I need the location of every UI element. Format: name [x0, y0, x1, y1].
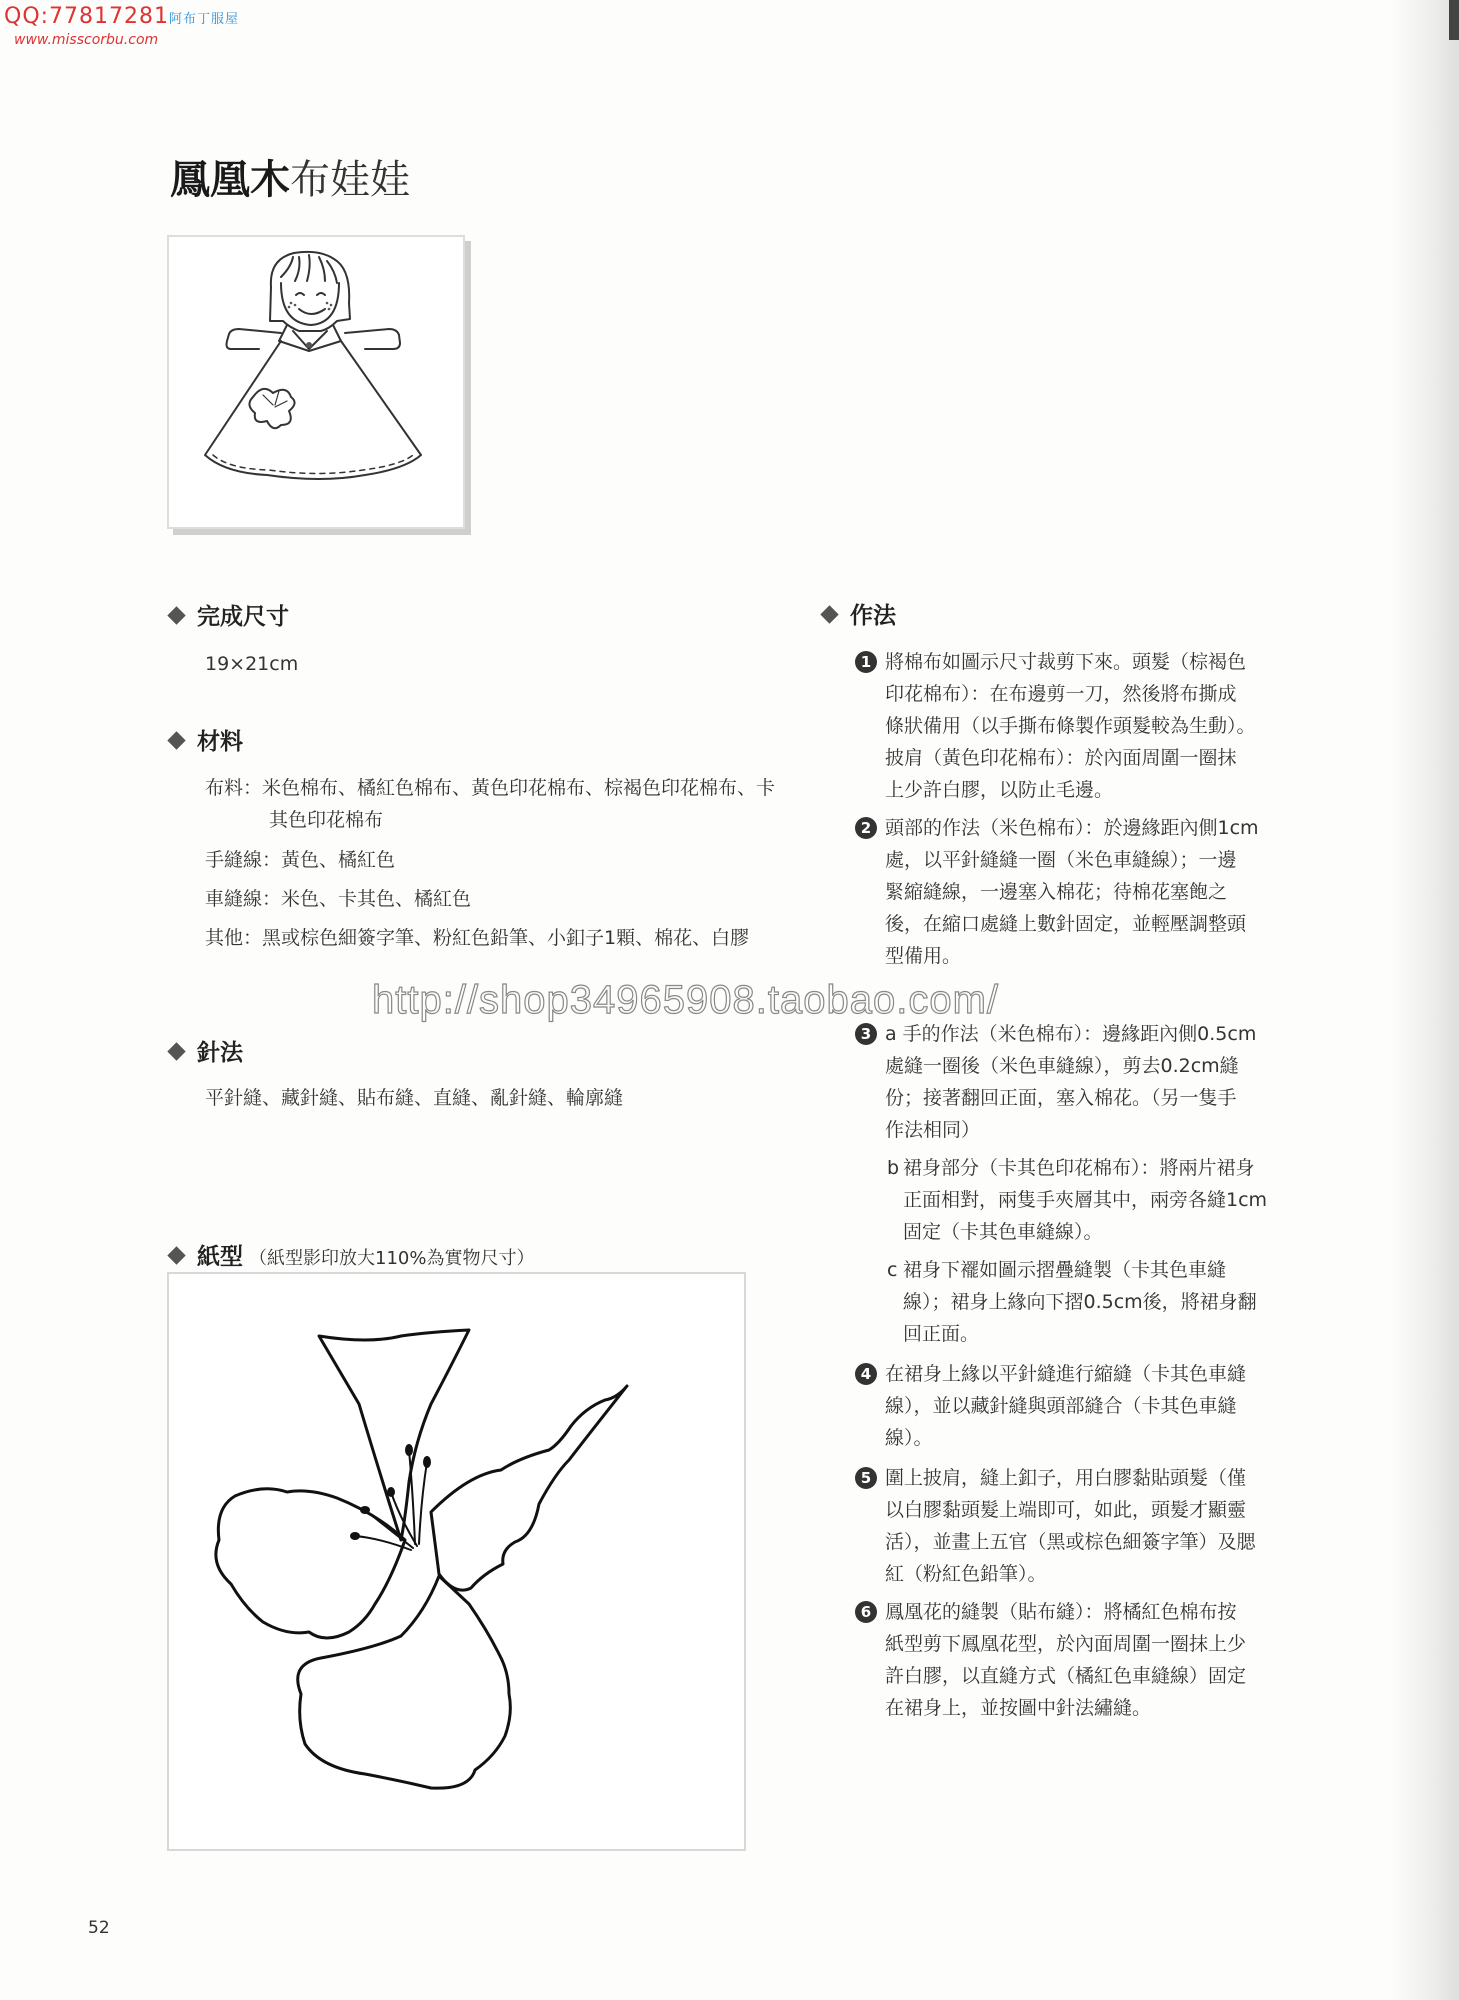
- step-number-icon: 1: [855, 651, 877, 673]
- substep-text: 裙身下襬如圖示摺疊縫製（卡其色車縫 線）；裙身上緣向下摺0.5cm後，將裙身翻 回正面。: [903, 1259, 1257, 1345]
- title-normal: 布娃娃: [290, 157, 410, 203]
- step-number-icon: 3: [855, 1023, 877, 1045]
- method-step: [855, 646, 1325, 806]
- materials-item: 車縫線：米色、卡其色、橘紅色: [205, 888, 472, 910]
- watermark-url: http://shop34965908.taobao.com/: [372, 978, 1000, 1022]
- diamond-bullet-icon: [167, 731, 185, 749]
- page-edge-shadow: [1389, 0, 1459, 2000]
- flower-pattern: [167, 1272, 746, 1851]
- method-substep: [883, 1152, 1323, 1248]
- step-text: 鳳凰花的縫製（貼布縫）：將橘紅色棉布按 紙型剪下鳳凰花型，於內面周圍一圈抹上少 許白膠，以直縫方式（橘紅色車縫線）固定 在裙身上，並按圖中針法繡縫。: [885, 1601, 1247, 1719]
- substep-letter: b: [887, 1157, 900, 1179]
- watermark-shop-name: 阿布丁服屋: [169, 12, 240, 27]
- method-step: [855, 1018, 1325, 1146]
- method-step: [855, 1462, 1325, 1590]
- size-value: 19×21cm: [205, 653, 299, 675]
- step-number-icon: 2: [855, 817, 877, 839]
- flower-pattern-drawing: [169, 1274, 744, 1849]
- watermark-site: www.misscorbu.com: [14, 32, 159, 48]
- step-number-icon: 4: [855, 1363, 877, 1385]
- materials-item: 手縫線：黃色、橘紅色: [205, 849, 396, 871]
- diamond-bullet-icon: [820, 605, 838, 623]
- stitches-value: 平針縫、藏針縫、貼布縫、直縫、亂針縫、輪廓縫: [205, 1087, 624, 1109]
- diamond-bullet-icon: [167, 606, 185, 624]
- section-method-heading: 作法: [823, 597, 896, 630]
- page-number: 52: [88, 1918, 110, 1938]
- step-text: 頭部的作法（米色棉布）：於邊緣距內側1cm 處，以平針縫縫一圈（米色車縫線）；一邊 緊縮縫線，一邊塞入棉花；待棉花塞飽之 後，在縮口處縫上數針固定，並輕壓調整頭 型備用。: [885, 817, 1259, 967]
- method-step: [855, 812, 1325, 972]
- step-text: 將棉布如圖示尺寸裁剪下來。頭髮（棕褐色 印花棉布）：在布邊剪一刀，然後將布撕成 條狀備用（以手撕布條製作頭髮較為生動）。 披肩（黃色印花棉布）：於內面周圍一圈抹 上少許白膠，以防止毛邊。: [885, 651, 1256, 801]
- method-step: [855, 1596, 1325, 1724]
- method-step: [855, 1358, 1325, 1454]
- step-number-icon: 5: [855, 1467, 877, 1489]
- section-size-heading: 完成尺寸: [170, 598, 289, 631]
- section-stitches-heading: 針法: [170, 1034, 243, 1067]
- materials-item: 其他：黑或棕色細簽字筆、粉紅色鉛筆、小釦子1顆、棉花、白膠: [205, 927, 750, 949]
- substep-letter: c: [887, 1259, 898, 1281]
- substep-text: 裙身部分（卡其色印花棉布）：將兩片裙身 正面相對，兩隻手夾層其中，兩旁各縫1cm 固定（卡其色車縫線）。: [903, 1157, 1268, 1243]
- doll-illustration: [167, 235, 465, 529]
- step-text: 圍上披肩，縫上釦子，用白膠黏貼頭髮（僅 以白膠黏頭髮上端即可，如此，頭髮才顯靈 活），並畫上五官（黑或棕色細簽字筆）及腮 紅（粉紅色鉛筆）。: [885, 1467, 1256, 1585]
- step-text: 在裙身上緣以平針縫進行縮縫（卡其色車縫 線），並以藏針縫與頭部縫合（卡其色車縫 線）。: [885, 1363, 1247, 1449]
- section-pattern-heading: 紙型 （紙型影印放大110%為實物尺寸）: [170, 1238, 534, 1271]
- diamond-bullet-icon: [167, 1246, 185, 1264]
- title-bold: 鳳凰木: [170, 157, 290, 203]
- doll-drawing: [169, 237, 463, 527]
- page-edge-corner: [1449, 0, 1459, 40]
- step-text: a 手的作法（米色棉布）：邊緣距內側0.5cm 處縫一圈後（米色車縫線），剪去0.2cm縫 份；接著翻回正面，塞入棉花。（另一隻手 作法相同）: [885, 1023, 1257, 1141]
- section-materials-heading: 材料: [170, 723, 243, 756]
- pattern-note: （紙型影印放大110%為實物尺寸）: [249, 1248, 535, 1269]
- materials-item: 布料：米色棉布、橘紅色棉布、黃色印花棉布、棕褐色印花棉布、卡其色印花棉布: [205, 777, 776, 831]
- watermark-qq: QQ:77817281阿布丁服屋: [4, 4, 240, 29]
- method-substep: [883, 1254, 1323, 1350]
- page-title: [170, 148, 410, 205]
- diamond-bullet-icon: [167, 1042, 185, 1060]
- step-number-icon: 6: [855, 1601, 877, 1623]
